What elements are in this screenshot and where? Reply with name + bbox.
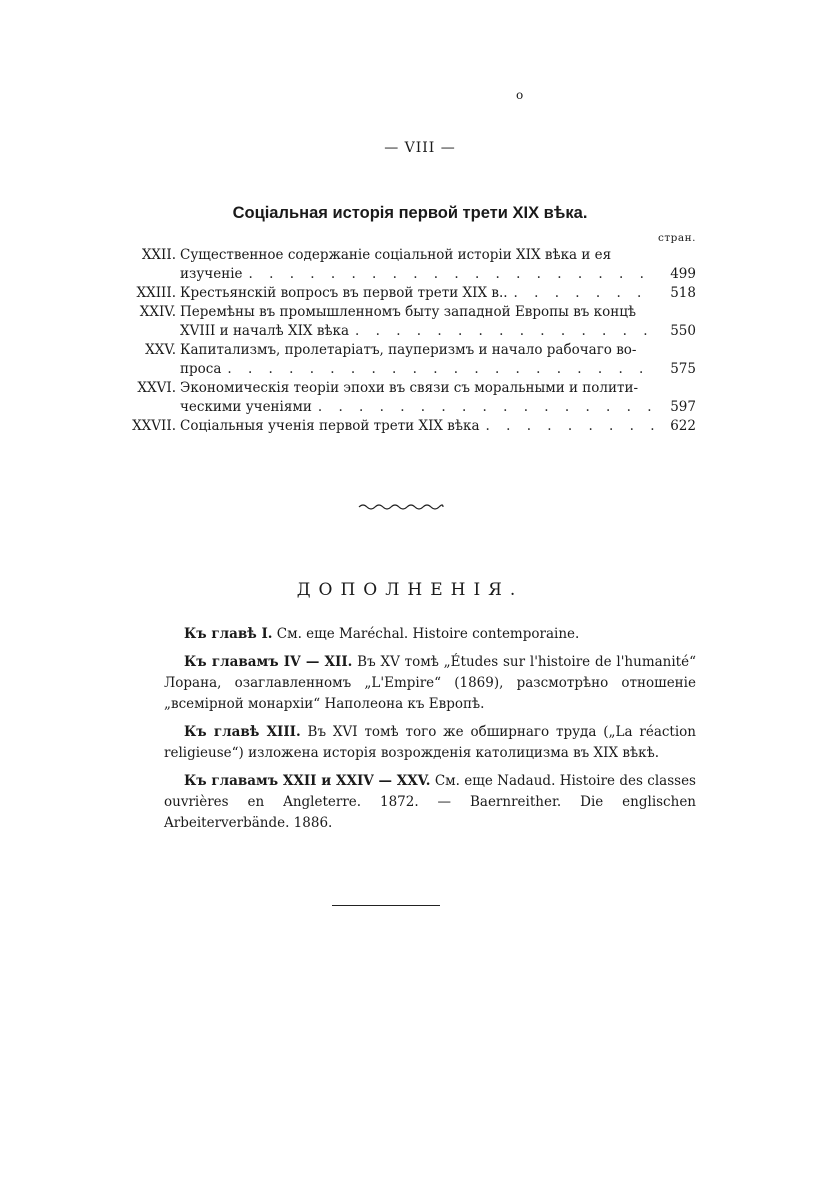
toc-page-number: 550: [670, 323, 696, 339]
toc-entry-text: Существенное содержаніе соціальной исторіи XIX вѣка и ея: [180, 247, 612, 263]
toc-entry-text: Капитализмъ, пролетаріатъ, пауперизмъ и начало рабочаго во-: [180, 342, 637, 358]
leader-dots: [355, 322, 654, 341]
toc-entry: [110, 284, 696, 303]
toc-entry: [110, 303, 696, 341]
toc-page-number: 575: [670, 361, 696, 377]
page-number: — VIII —: [384, 140, 456, 156]
ink-mark: o: [516, 88, 524, 102]
toc-entry: [110, 341, 696, 379]
toc-chapter-number: XXV.: [145, 342, 176, 358]
leader-dots: [227, 360, 654, 379]
supplement-text: См. еще Maréchal. Histoire contemporaine.: [272, 626, 580, 642]
toc-entry-text: ческими ученіями: [180, 399, 312, 415]
toc-chapter-number: XXVI.: [137, 380, 176, 396]
supplement-lead: Къ главѣ XIII.: [184, 724, 301, 740]
toc-entry-text: проса: [180, 361, 222, 377]
toc-entry: [110, 379, 696, 417]
toc-entry: [110, 246, 696, 284]
supplement-paragraph: [164, 771, 696, 834]
toc-page-number: 597: [670, 399, 696, 415]
bottom-rule: [332, 905, 440, 906]
toc-entry-text: Соціальныя ученія первой трети XIX вѣка: [180, 418, 480, 434]
leader-dots: [249, 265, 654, 284]
supplement-lead: Къ главамъ IV — XII.: [184, 654, 353, 670]
toc-chapter-number: XXIV.: [139, 304, 176, 320]
supplement-text: Въ XVI томѣ того же обширнаго труда („La réaction religieuse“) изложена исторія возрожденія католицизма въ XIX вѣкѣ.: [164, 724, 696, 761]
page-column-header: стран.: [657, 232, 696, 244]
toc-chapter-number: XXII.: [141, 247, 176, 263]
table-of-contents: [110, 246, 696, 436]
leader-dots: [486, 417, 654, 436]
toc-entry-text: XVIII и началѣ XIX вѣка: [180, 323, 350, 339]
toc-entry: [110, 417, 696, 436]
toc-page-number: 499: [670, 266, 696, 282]
supplement-text: Въ XV томѣ „Études sur l'histoire de l'humanité“ Лорана, озаглавленномъ „L'Empire“ (1869), разсмотрѣно отношеніе „всемірной монархіи“ Наполеона къ Европѣ.: [164, 654, 696, 712]
toc-page-number: 622: [670, 418, 696, 434]
section-title: Соціальная исторія первой трети XIX вѣка.: [232, 204, 588, 222]
supplement-paragraph: [164, 722, 696, 764]
toc-chapter-number: XXIII.: [136, 285, 176, 301]
supplements-title: ДОПОЛНЕНІЯ.: [296, 580, 524, 600]
supplement-text: См. еще Nadaud. Histoire des classes ouvrières en Angleterre. 1872. — Baernreither. Die englischen Arbeiterverbände. 1886.: [164, 773, 696, 831]
supplement-paragraph: [164, 652, 696, 715]
supplement-lead: Къ главамъ XXII и XXIV — XXV.: [184, 773, 431, 789]
toc-chapter-number: XXVII.: [132, 418, 176, 434]
supplement-paragraph: [164, 624, 696, 645]
toc-entry-text: Перемѣны въ промышленномъ быту западной Европы въ концѣ: [180, 304, 637, 320]
toc-entry-text: Экономическія теоріи эпохи въ связи съ моральными и полити-: [180, 380, 639, 396]
wavy-divider: [357, 501, 445, 513]
supplement-lead: Къ главѣ I.: [184, 626, 273, 642]
toc-page-number: 518: [670, 285, 696, 301]
leader-dots: [318, 398, 654, 417]
toc-entry-text: Крестьянскій вопросъ въ первой трети XIX в..: [180, 285, 508, 301]
toc-entry-text: изученіе: [180, 266, 243, 282]
leader-dots: [514, 284, 654, 303]
supplements-body: [164, 624, 696, 841]
